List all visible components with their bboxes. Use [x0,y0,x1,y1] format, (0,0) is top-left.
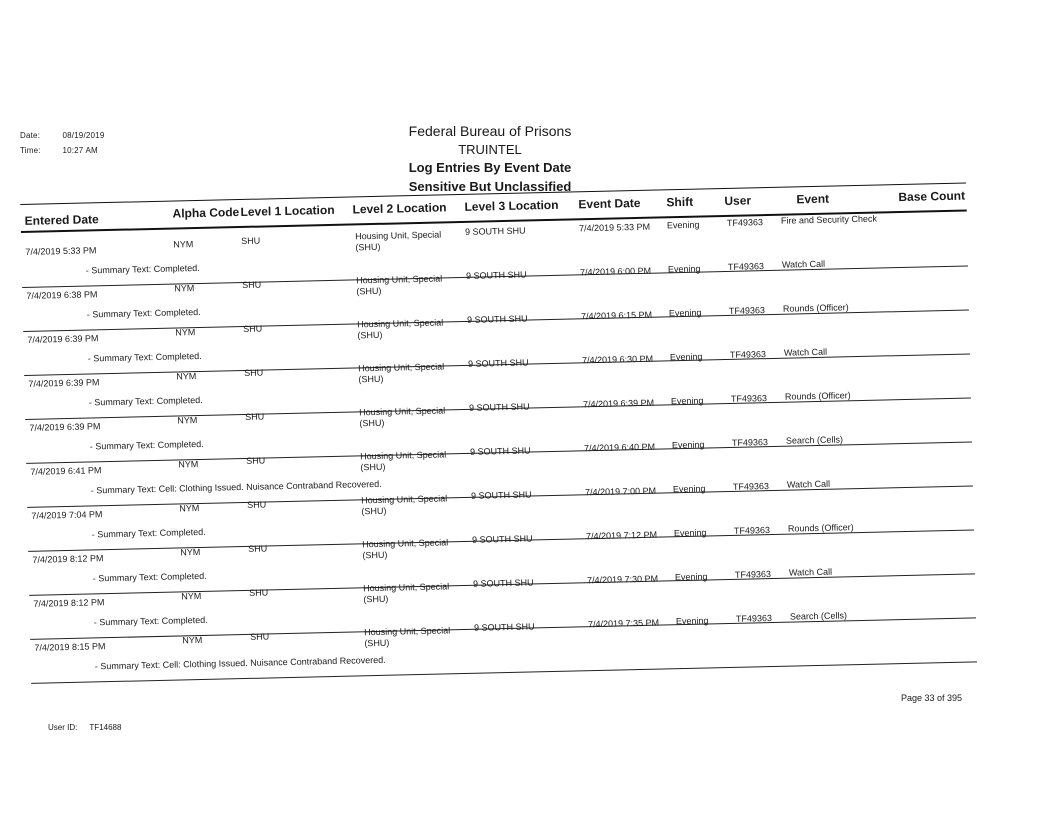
level1-location: SHU [250,631,270,642]
user: TF49363 [734,569,772,580]
page-number: Page 33 of 395 [900,693,962,703]
shift: Evening [668,307,702,319]
event: Rounds (Officer) [787,522,854,534]
user: TF49363 [730,393,768,404]
col-shift: Shift [666,194,694,210]
col-level2: Level 2 Location [352,200,447,217]
agency-title: Federal Bureau of Prisons [408,123,572,139]
alpha-code: NYM [173,239,194,250]
level2-location: Housing Unit, Special (SHU) [361,493,448,517]
level1-location: SHU [244,367,264,378]
col-entered-date: Entered Date [24,212,99,228]
level3-location: 9 SOUTH SHU [468,401,530,413]
level2-location: Housing Unit, Special (SHU) [356,273,443,297]
entered-date: 7/4/2019 7:04 PM [31,509,103,521]
level1-location: SHU [245,411,265,422]
event: Watch Call [783,346,828,358]
level1-location: SHU [249,587,269,598]
summary-text: - Summary Text: Completed. [93,614,208,628]
user: TF49363 [729,349,767,360]
time-value: 10:27 AM [62,146,98,155]
level2-location: Housing Unit, Special (SHU) [364,625,451,649]
event-date: 7/4/2019 6:15 PM [580,309,653,322]
event-date: 7/4/2019 7:35 PM [587,617,660,630]
level2-location: Housing Unit, Special (SHU) [357,317,444,341]
col-base-count: Base Count [898,188,966,205]
user: TF49363 [731,437,769,448]
event-date: 7/4/2019 7:12 PM [585,529,658,542]
level3-location: 9 SOUTH SHU [465,269,527,281]
level3-location: 9 SOUTH SHU [470,489,532,501]
level3-location: 9 SOUTH SHU [464,225,526,237]
summary-text: - Summary Text: Completed. [87,350,202,364]
entered-date: 7/4/2019 6:39 PM [28,377,100,389]
user: TF49363 [727,261,765,272]
summary-text: - Summary Text: Completed. [89,438,204,452]
time-label: Time: [20,146,41,155]
col-level1: Level 1 Location [240,202,335,220]
alpha-code: NYM [176,371,197,382]
alpha-code: NYM [174,283,195,294]
event-date: 7/4/2019 7:30 PM [586,573,659,586]
col-level3: Level 3 Location [464,197,559,214]
level3-location: 9 SOUTH SHU [473,621,535,633]
shift: Evening [672,483,706,495]
event-date: 7/4/2019 6:00 PM [579,265,652,278]
report-title: Log Entries By Event Date [408,160,572,175]
shift: Evening [673,527,707,539]
event-date: 7/4/2019 7:00 PM [584,485,657,498]
entered-date: 7/4/2019 8:12 PM [32,553,104,565]
summary-text: - Summary Text: Cell: Clothing Issued. Nuisance Contraband Recovered. [94,654,386,672]
level1-location: SHU [247,499,267,510]
entered-date: 7/4/2019 6:39 PM [27,333,99,345]
col-user: User [724,193,752,209]
system-title: TRUINTEL [458,141,522,157]
event: Rounds (Officer) [782,302,849,314]
level3-location: 9 SOUTH SHU [469,445,531,457]
shift: Evening [675,615,709,627]
summary-text: - Summary Text: Completed. [88,394,203,408]
alpha-code: NYM [181,590,202,602]
user: TF49363 [726,217,764,228]
level2-location: Housing Unit, Special (SHU) [362,537,449,561]
entered-date: 7/4/2019 6:41 PM [30,465,102,477]
footer-user-id [48,723,121,732]
level2-location: Housing Unit, Special (SHU) [358,361,445,385]
level3-location: 9 SOUTH SHU [471,533,533,545]
user: TF49363 [728,305,766,316]
col-alpha-code: Alpha Code [172,205,240,221]
event: Search (Cells) [789,610,847,622]
entered-date: 7/4/2019 5:33 PM [25,245,97,257]
shift: Evening [669,351,703,363]
alpha-code: NYM [175,327,196,338]
level3-location: 9 SOUTH SHU [472,577,534,589]
date-label: Date: [20,131,41,140]
classification-title: Sensitive But Unclassified [408,178,572,194]
event: Search (Cells) [785,434,843,446]
event: Watch Call [788,566,833,578]
entered-date: 7/4/2019 6:38 PM [26,289,98,301]
level2-location: Housing Unit, Special (SHU) [355,229,442,253]
alpha-code: NYM [180,547,201,558]
summary-text: - Summary Text: Completed. [85,262,200,276]
summary-text: - Summary Text: Cell: Clothing Issued. Nuisance Contraband Recovered. [90,478,382,496]
user-id-value: TF14688 [89,723,122,732]
level3-location: 9 SOUTH SHU [467,357,529,369]
entered-date: 7/4/2019 8:12 PM [33,597,105,609]
event: Watch Call [786,478,831,490]
alpha-code: NYM [179,503,200,514]
user: TF49363 [735,613,773,624]
shift: Evening [670,395,704,407]
user: TF49363 [733,525,771,536]
event-date: 7/4/2019 6:39 PM [582,397,655,410]
col-event: Event [796,191,830,207]
event-date: 7/4/2019 6:30 PM [581,353,654,366]
shift: Evening [667,263,701,275]
event-date: 7/4/2019 5:33 PM [578,221,651,234]
level2-location: Housing Unit, Special (SHU) [363,581,450,605]
summary-text: - Summary Text: Completed. [92,570,207,584]
level1-location: SHU [248,543,268,554]
event-date: 7/4/2019 6:40 PM [583,441,656,454]
shift: Evening [674,571,708,583]
level1-location: SHU [242,279,262,290]
summary-text: - Summary Text: Completed. [86,306,201,320]
level2-location: Housing Unit, Special (SHU) [360,449,447,473]
level1-location: SHU [246,455,266,466]
shift: Evening [671,439,705,451]
col-event-date: Event Date [578,195,641,212]
level3-location: 9 SOUTH SHU [466,313,528,325]
alpha-code: NYM [178,459,199,470]
level1-location: SHU [243,323,263,334]
user: TF49363 [732,481,770,492]
date-value: 08/19/2019 [62,131,105,140]
alpha-code: NYM [177,415,198,426]
event: Watch Call [781,258,826,270]
shift: Evening [666,219,700,231]
summary-text: - Summary Text: Completed. [91,526,206,540]
alpha-code: NYM [182,634,203,646]
entered-date: 7/4/2019 6:39 PM [29,421,101,433]
entered-date: 7/4/2019 8:15 PM [34,641,106,653]
event: Fire and Security Check [780,213,878,226]
user-id-label: User ID: [48,723,78,732]
level2-location: Housing Unit, Special (SHU) [359,405,446,429]
level1-location: SHU [241,235,261,246]
event: Rounds (Officer) [784,390,851,402]
